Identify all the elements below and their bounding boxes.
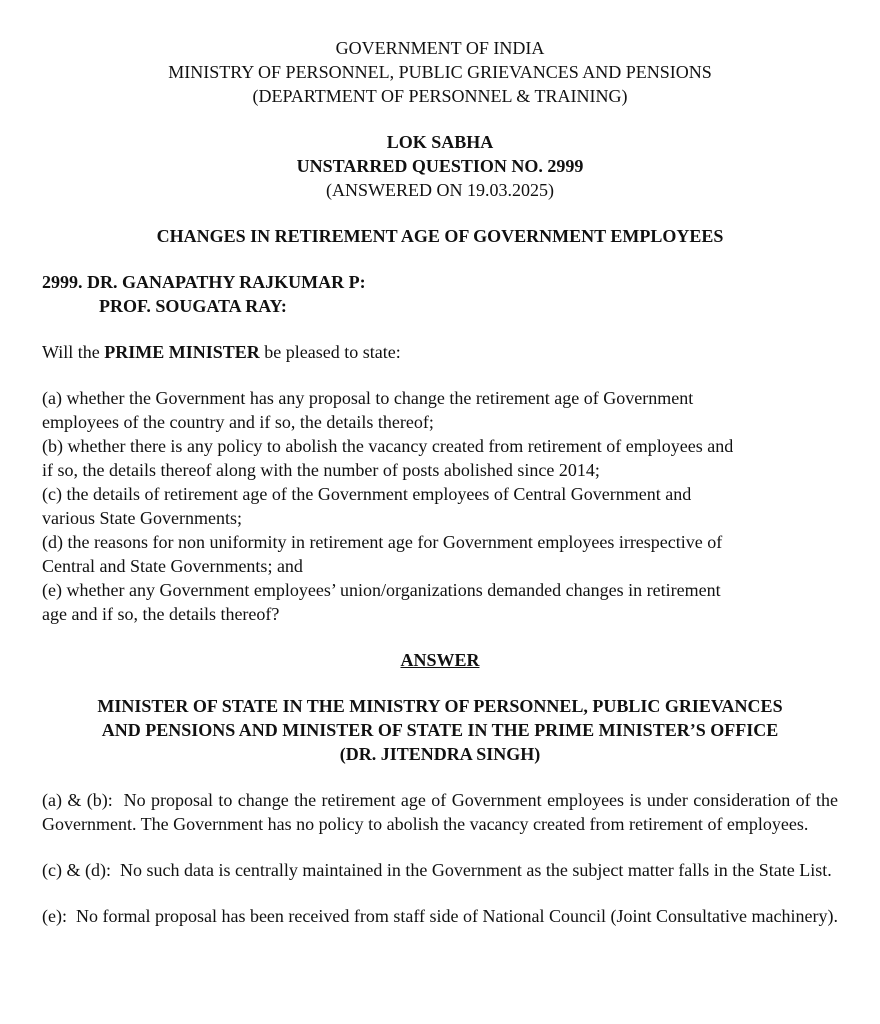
question-intro-post: be pleased to state: <box>259 342 401 362</box>
minister-line-2: AND PENSIONS AND MINISTER OF STATE IN THE PRIME MINISTER’S OFFICE <box>101 720 779 740</box>
question-c-line-1: (c) the details of retirement age of the Government employees of Central Government and <box>42 484 692 504</box>
header-ministry: MINISTRY OF PERSONNEL, PUBLIC GRIEVANCES AND PENSIONS <box>168 62 712 82</box>
answer-cd-text: No such data is centrally maintained in the Government as the subject matter falls in the State List. <box>119 860 832 880</box>
answer-ab-label: (a) & (b): <box>42 790 113 810</box>
answer-e-text: No formal proposal has been received from staff side of National Council (Joint Consultative machinery). <box>75 906 838 926</box>
question-b-line-1: (b) whether there is any policy to abolish the vacancy created from retirement of employees and <box>42 436 734 456</box>
minister-line-1: MINISTER OF STATE IN THE MINISTRY OF PERSONNEL, PUBLIC GRIEVANCES <box>97 696 783 716</box>
question-c-line-2: various State Governments; <box>42 508 242 528</box>
question-b-line-2: if so, the details thereof along with the number of posts abolished since 2014; <box>42 460 600 480</box>
question-e-line-2: age and if so, the details thereof? <box>42 604 280 624</box>
answer-heading: ANSWER <box>400 650 480 670</box>
minister-block <box>42 694 838 766</box>
question-d-line-2: Central and State Governments; and <box>42 556 303 576</box>
question-item-c <box>42 482 838 530</box>
header-department: (DEPARTMENT OF PERSONNEL & TRAINING) <box>252 86 628 106</box>
question-intro-pre: Will the <box>42 342 105 362</box>
subject-title: CHANGES IN RETIREMENT AGE OF GOVERNMENT EMPLOYEES <box>156 226 724 246</box>
question-list <box>42 386 838 626</box>
house-name: LOK SABHA <box>386 132 494 152</box>
asker-line-2: PROF. SOUGATA RAY: <box>99 296 287 316</box>
question-item-a <box>42 386 838 434</box>
question-a-line-2: employees of the country and if so, the details thereof; <box>42 412 434 432</box>
question-a-line-1: (a) whether the Government has any proposal to change the retirement age of Government <box>42 388 694 408</box>
answer-e <box>42 904 838 928</box>
answer-cd-label: (c) & (d): <box>42 860 111 880</box>
document-header <box>42 36 838 108</box>
answered-date: (ANSWERED ON 19.03.2025) <box>326 180 554 200</box>
asker-line-1: 2999. DR. GANAPATHY RAJKUMAR P: <box>42 272 366 292</box>
question-item-b <box>42 434 838 482</box>
question-item-e <box>42 578 838 626</box>
header-government: GOVERNMENT OF INDIA <box>335 38 545 58</box>
answer-ab-text: No proposal to change the retirement age of Government employees is under consideration of the Government. The Government has no policy to abolish the vacancy created from retirement of employees. <box>42 790 839 834</box>
question-number: UNSTARRED QUESTION NO. 2999 <box>296 156 584 176</box>
askers-block <box>42 270 838 318</box>
minister-name: (DR. JITENDRA SINGH) <box>339 744 541 764</box>
question-intro-addressee: PRIME MINISTER <box>104 342 260 362</box>
answer-e-label: (e): <box>42 906 67 926</box>
answer-ab <box>42 788 838 836</box>
question-meta <box>42 130 838 202</box>
question-item-d <box>42 530 838 578</box>
question-intro <box>42 340 838 364</box>
answer-cd <box>42 858 838 882</box>
question-e-line-1: (e) whether any Government employees’ union/organizations demanded changes in retirement <box>42 580 721 600</box>
question-d-line-1: (d) the reasons for non uniformity in retirement age for Government employees irrespective of <box>42 532 723 552</box>
